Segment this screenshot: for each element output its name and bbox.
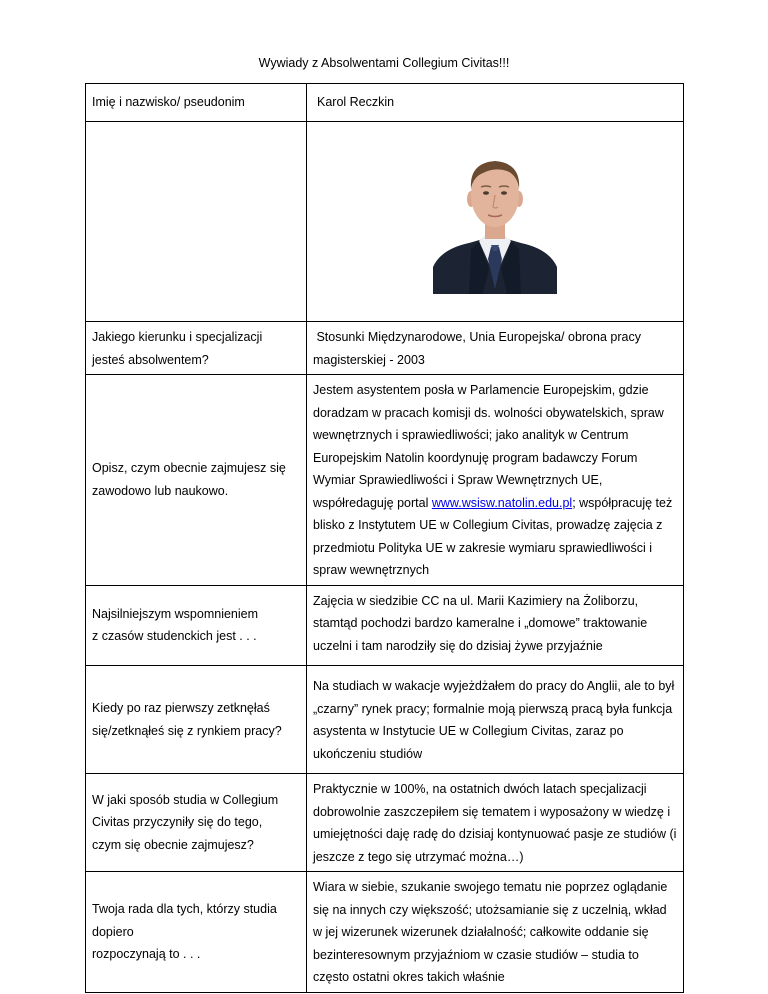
table-row xyxy=(86,122,684,322)
table-row xyxy=(86,585,684,666)
table-row xyxy=(86,774,684,872)
job-market-label: Kiedy po raz pierwszy zetknęłaś się/zetknąłeś się z rynkiem pracy? xyxy=(86,666,307,774)
name-value: Karol Reczkin xyxy=(307,84,684,122)
interview-table xyxy=(85,83,684,993)
major-value: Stosunki Międzynarodowe, Unia Europejska/ obrona pracy magisterskiej - 2003 xyxy=(307,322,684,375)
occupation-label: Opisz, czym obecnie zajmujesz się zawodowo lub naukowo. xyxy=(86,375,307,586)
portal-link[interactable]: www.wsisw.natolin.edu.pl xyxy=(431,495,573,510)
document-title: Wywiady z Absolwentami Collegium Civitas!!! xyxy=(258,56,510,70)
table-row xyxy=(86,666,684,774)
name-label: Imię i nazwisko/ pseudonim xyxy=(86,84,307,122)
table-row xyxy=(86,322,684,375)
portrait-photo xyxy=(433,149,557,294)
photo-label-cell xyxy=(86,122,307,322)
contribution-value: Praktycznie w 100%, na ostatnich dwóch latach specjalizacji dobrowolnie zaszczepiłem się tematem i wyposażony w wiedzę i umiejętności daję radę do dzisiaj kontynuować pasje ze studiów (i jeszcze z tego się utrzymać można…) xyxy=(307,774,684,872)
table-row xyxy=(86,84,684,122)
advice-label: Twoja rada dla tych, którzy studia dopiero rozpoczynają to . . . xyxy=(86,872,307,993)
advice-value: Wiara w siebie, szukanie swojego tematu nie poprzez oglądanie się na innych czy większość; utożsamianie się z uczelnią, wkład w jej wizerunek wizerunek działalność; całkowite oddanie się bezinteresownym przyjaźniom w czasie studiów – studia to często ostatni okres takich właśnie xyxy=(307,872,684,993)
contribution-label: W jaki sposób studia w Collegium Civitas przyczyniły się do tego, czym się obecnie zajmujesz? xyxy=(86,774,307,872)
major-label: Jakiego kierunku i specjalizacji jesteś absolwentem? xyxy=(86,322,307,375)
table-row xyxy=(86,375,684,586)
memory-label: Najsilniejszym wspomnieniem z czasów studenckich jest . . . xyxy=(86,585,307,666)
table-row xyxy=(86,872,684,993)
job-market-value: Na studiach w wakacje wyjeżdżałem do pracy do Anglii, ale to był „czarny” rynek pracy; formalnie moją pierwszą pracą była funkcja asystenta w Instytucie UE w Collegium Civitas, zaraz po ukończeniu studiów xyxy=(307,666,684,774)
photo-cell xyxy=(307,122,684,322)
memory-value: Zajęcia w siedzibie CC na ul. Marii Kazimiery na Żoliborzu, stamtąd pochodzi bardzo kameralne i „domowe” traktowanie uczelni i tam narodziły się do dzisiaj żywe przyjaźnie xyxy=(307,585,684,666)
occupation-value: Jestem asystentem posła w Parlamencie Europejskim, gdzie doradzam w pracach komisji ds. wolności obywatelskich, spraw wewnętrznych i sprawiedliwości; jako analityk w Centrum Europejskim Natolin koordynuję program badawczy Forum Wymiar Sprawiedliwości i Spraw Wewnętrznych UE, współredaguję portal www.wsisw.natolin.edu.pl; współpracuję też blisko z Instytutem UE w Collegium Civitas, prowadzę zajęcia z przedmiotu Polityka UE w zakresie wymiaru sprawiedliwości i spraw wewnętrznych xyxy=(307,375,684,586)
